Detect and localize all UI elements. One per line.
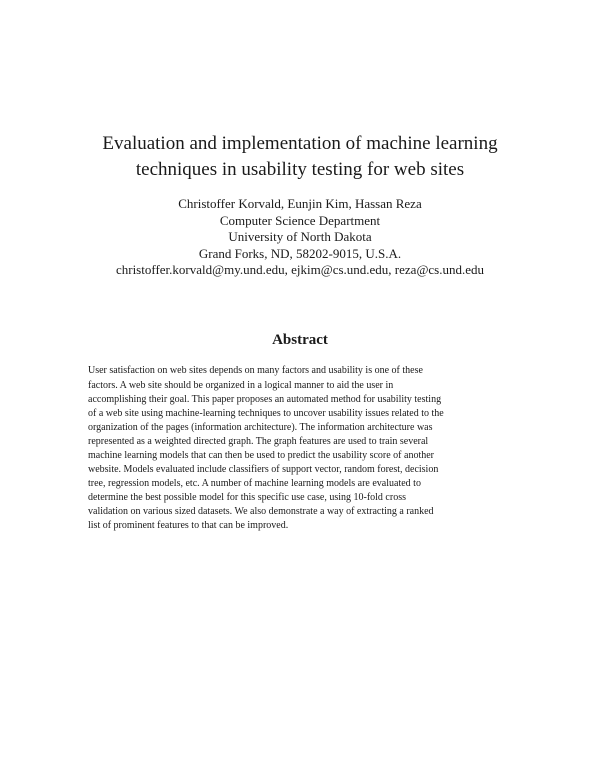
abstract-line: represented as a weighted directed graph. The graph features are used to train several	[88, 436, 429, 447]
abstract-line: organization of the pages (information architecture). The information architecture was	[88, 422, 433, 433]
university: University of North Dakota	[228, 229, 372, 244]
abstract-line: accomplishing their goal. This paper proposes an automated method for usability testing	[88, 394, 442, 405]
abstract-line: determine the best possible model for this specific use case, using 10-fold cross	[88, 492, 406, 503]
abstract-heading: Abstract	[272, 332, 328, 348]
paper-title-line-2: techniques in usability testing for web sites	[135, 159, 465, 180]
abstract-line: of a web site using machine-learning techniques to uncover usability issues related to the	[88, 408, 444, 419]
address: Grand Forks, ND, 58202-9015, U.S.A.	[198, 246, 402, 261]
abstract-line: factors. A web site should be organized in a logical manner to aid the user in	[88, 380, 394, 391]
author-list: Christoffer Korvald, Eunjin Kim, Hassan Reza	[178, 196, 422, 211]
abstract-line: list of prominent features to that can be improved.	[88, 520, 289, 531]
abstract-line: validation on various sized datasets. We also demonstrate a way of extracting a ranked	[88, 506, 434, 517]
abstract-line: website. Models evaluated include classifiers of support vector, random forest, decision	[88, 464, 439, 475]
abstract-line: machine learning models that can then be used to predict the usability score of another	[88, 450, 434, 461]
department: Computer Science Department	[219, 213, 381, 228]
author-emails: christoffer.korvald@my.und.edu, ejkim@cs.und.edu, reza@cs.und.edu	[115, 262, 485, 277]
abstract-line: User satisfaction on web sites depends on many factors and usability is one of these	[88, 365, 423, 376]
paper-title-line-1: Evaluation and implementation of machine learning	[102, 133, 498, 154]
abstract-line: tree, regression models, etc. A number of machine learning models are evaluated to	[88, 478, 421, 489]
